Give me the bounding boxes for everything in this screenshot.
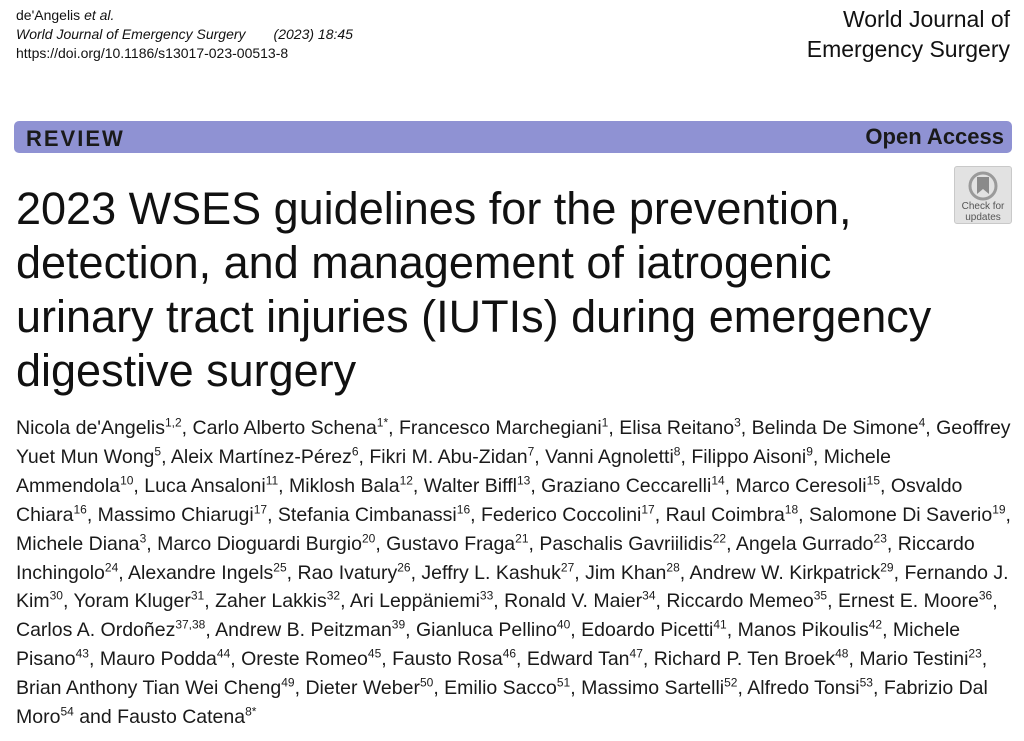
author-name[interactable]: Fernando J. Kim: [16, 561, 1009, 613]
author-name[interactable]: Rao Ivatury: [297, 561, 398, 584]
author-affiliation: 19: [992, 502, 1006, 517]
author-affiliation: 30: [49, 588, 63, 603]
author-name[interactable]: Mauro Podda: [99, 648, 217, 671]
author-entry: [747, 677, 873, 699]
author-affiliation: 50: [419, 675, 434, 690]
author-affiliation: 14: [711, 473, 725, 488]
author-affiliation: 41: [713, 617, 727, 632]
author-affiliation: 3: [734, 415, 741, 430]
author-entry: [666, 590, 827, 612]
author-name[interactable]: Riccardo Memeo: [666, 590, 814, 613]
author-affiliation: 5: [154, 444, 162, 459]
citation-header: [16, 6, 353, 63]
author-name[interactable]: Manos Pikoulis: [737, 619, 869, 642]
author-affiliation: 8*: [245, 704, 257, 719]
author-entry: [241, 648, 381, 670]
check-for-updates-line1: Check for: [961, 201, 1005, 212]
author-affiliation: 49: [281, 675, 295, 690]
author-entry: [539, 533, 726, 555]
author-entry: [278, 504, 470, 526]
journal-brand-line2: Emergency Surgery: [806, 36, 1010, 62]
author-name[interactable]: Michele Ammendola: [16, 445, 891, 497]
author-name[interactable]: Gianluca Pellino: [416, 619, 557, 642]
author-affiliation: 23: [873, 531, 887, 546]
author-affiliation: 20: [361, 531, 376, 546]
author-affiliation: 23: [968, 646, 982, 661]
author-name[interactable]: Fabrizio Dal Moro: [16, 677, 988, 729]
author-entry: [809, 504, 1006, 526]
author-affiliation: 7: [527, 444, 535, 459]
author-name[interactable]: Walter Biffl: [423, 474, 517, 497]
citation-journal: [16, 25, 353, 44]
author-name[interactable]: Osvaldo Chiara: [16, 474, 963, 526]
author-name[interactable]: Raul Coimbra: [665, 503, 785, 526]
author-entry: [416, 619, 570, 641]
author-name[interactable]: Miklosh Bala: [289, 474, 400, 497]
author-affiliation: 43: [75, 646, 89, 661]
author-name[interactable]: Brian Anthony Tian Wei Cheng: [16, 677, 282, 700]
author-name[interactable]: Graziano Ceccarelli: [541, 474, 712, 497]
author-name[interactable]: Jim Khan: [585, 561, 667, 584]
author-name[interactable]: Andrew W. Kirkpatrick: [689, 561, 881, 584]
author-affiliation: 25: [273, 560, 287, 575]
author-name[interactable]: Francesco Marchegiani: [398, 417, 602, 439]
author-affiliation: 15: [866, 473, 880, 488]
author-affiliation: 17: [641, 502, 655, 517]
author-affiliation: 26: [397, 560, 411, 575]
author-affiliation: 42: [868, 617, 883, 632]
author-entry: [305, 677, 433, 699]
author-name[interactable]: Ari Leppäniemi: [349, 590, 480, 613]
author-name[interactable]: Dieter Weber: [305, 677, 420, 700]
author-name[interactable]: Stefania Cimbanassi: [277, 503, 457, 526]
author-affiliation: 9: [806, 444, 813, 459]
author-name[interactable]: Jeffry L. Kashuk: [421, 561, 561, 584]
author-entry: [350, 590, 493, 612]
author-name[interactable]: Federico Coccolini: [480, 503, 642, 526]
author-name[interactable]: Richard P. Ten Broek: [653, 648, 836, 671]
author-affiliation: 32: [326, 588, 341, 603]
author-entry: [16, 677, 295, 699]
author-name[interactable]: Paschalis Gavriilidis: [539, 532, 713, 555]
citation-doi-link[interactable]: https://doi.org/10.1186/s13017-023-00513-8: [16, 45, 289, 61]
author-entry: [193, 417, 389, 439]
author-name[interactable]: Marco Dioguardi Burgio: [157, 532, 362, 555]
author-affiliation: 33: [479, 588, 494, 603]
author-affiliation: 17: [253, 502, 268, 517]
author-entry: [838, 590, 992, 612]
author-entry: [736, 533, 887, 555]
author-entry: [545, 446, 680, 468]
author-entry: [481, 504, 655, 526]
journal-brand-line1: World Journal of: [842, 6, 1010, 32]
author-affiliation: 1*: [376, 415, 389, 430]
author-entry: [541, 475, 725, 497]
author-list: Nicola de'Angelis$^{1,2}$, Carlo Alberto Schena$^{1*}$, Francesco Marchegiani$^1$, Elisa Reitano$^3$, Belinda De Simone$^4$, Geoffrey Yuet Mun Wong$^5$, Aleix Martínez-Pérez$^6$, Fikri M. Abu-Zidan$^7$, Vanni Agnoletti$^8$, Filippo Aisoni$^9$, Michele Ammendola$^{10}$, Luca Ansaloni$^{11}$, Miklosh Bala$^{12}$, Walter Biffl$^{13}$, Graziano Ceccarelli$^{14}$, Marco Ceresoli$^{15}$, Osvaldo Chiara$^{16}$, Massimo Chiarugi$^{17}$, Stefania Cimbanassi$^{16}$, Federico Coccolini$^{17}$, Raul Coimbra$^{18}$, Salomone Di Saverio$^{19}$, Michele Diana$^3$, Marco Dioguardi Burgio$^{20}$, Gustavo Fraga$^{21}$, Paschalis Gavriilidis$^{22}$, Angela Gurrado$^{23}$, Riccardo Inchingolo$^{24}$, Alexandre Ingels$^{25}$, Rao Ivatury$^{26}$, Jeffry L. Kashuk$^{27}$, Jim Khan$^{28}$, Andrew W. Kirkpatrick$^{29}$, Fernando J. Kim$^{30}$, Yoram Kluger$^{31}$, Zaher Lakkis$^{32}$, Ari Leppäniemi$^{33}$, Ronald V. Maier$^{34}$, Riccardo Memeo$^{35}$, Ernest E. Moore$^{36}$, Carlos A. Ordoñez$^{37,38}$, Andrew B. Peitzman$^{39}$, Gianluca Pellino$^{40}$, Edoardo Picetti$^{41}$, Manos Pikoulis$^{42}$, Michele Pisano$^{43}$, Mauro Podda$^{44}$, Oreste Romeo$^{45}$, Fausto Rosa$^{46}$, Edward Tan$^{47}$, Richard P. Ten Broek$^{48}$, Mario Testini$^{23}$, Brian Anthony Tian Wei Cheng$^{49}$, Dieter Weber$^{50}$, Emilio Sacco$^{51}$, Massimo Sartelli$^{52}$, Alfredo Tonsi$^{53}$, Fabrizio Dal Moro$^{54}$ and Fausto Catena$^{8*}$: [16, 415, 1011, 729]
author-entry: [73, 590, 204, 612]
author-affiliation: 39: [391, 617, 406, 632]
author-entry: [215, 619, 405, 641]
author-affiliation: 1,2: [164, 415, 182, 430]
author-affiliation: 31: [190, 588, 205, 603]
author-name[interactable]: Vanni Agnoletti: [545, 445, 674, 468]
author-entry: [144, 475, 278, 497]
author-entry: [128, 562, 287, 584]
citation-author: [16, 6, 353, 25]
article-title: 2023 WSES guidelines for the prevention, detection, and management of iatrogenic urinary tract injuries (IUTIs) during emergency digestive surgery: [16, 183, 932, 396]
author-affiliation: 27: [560, 560, 575, 575]
author-name[interactable]: Massimo Chiarugi: [97, 503, 254, 526]
author-affiliation: 53: [859, 675, 873, 690]
author-name[interactable]: Emilio Sacco: [444, 677, 557, 700]
author-entry: [157, 533, 375, 555]
author-affiliation: 54: [60, 704, 74, 719]
check-for-updates-line2: updates: [965, 212, 1001, 223]
author-entry: [100, 648, 230, 670]
author-name[interactable]: Elisa Reitano: [619, 417, 735, 439]
author-name[interactable]: Carlo Alberto Schena: [192, 417, 377, 439]
author-name[interactable]: Fausto Catena: [117, 706, 246, 729]
citation-author-name: de'Angelis: [16, 7, 81, 23]
author-affiliation: 24: [104, 560, 119, 575]
author-entry: [736, 475, 880, 497]
author-entry: [619, 417, 741, 439]
journal-brand: [807, 4, 1010, 64]
citation-et-al: et al.: [84, 7, 115, 23]
author-entry: [215, 590, 340, 612]
article-type-band: [14, 121, 1012, 153]
author-entry: [581, 677, 737, 699]
author-affiliation: 29: [880, 560, 894, 575]
author-name[interactable]: Aleix Martínez-Pérez: [170, 445, 352, 468]
author-affiliation: 3: [139, 531, 147, 546]
author-name[interactable]: Salomone Di Saverio: [809, 503, 993, 526]
author-entry: [666, 504, 799, 526]
article-type-label: REVIEW: [26, 126, 125, 151]
author-entry: [386, 533, 528, 555]
author-affiliation: 36: [978, 588, 993, 603]
author-entry: [444, 677, 570, 699]
author-entry: [289, 475, 413, 497]
author-entry: [117, 706, 256, 728]
author-affiliation: 11: [265, 473, 279, 488]
author-entry: [424, 475, 531, 497]
author-affiliation: 52: [724, 675, 738, 690]
author-affiliation: 8: [673, 444, 681, 459]
author-entry: [421, 562, 574, 584]
author-name[interactable]: Ernest E. Moore: [837, 590, 979, 613]
citation-journal-name: World Journal of Emergency Surgery: [16, 26, 246, 42]
author-entry: [752, 417, 926, 439]
author-name[interactable]: Fausto Rosa: [392, 648, 503, 671]
author-affiliation: 1: [601, 415, 609, 430]
author-name[interactable]: Michele Diana: [16, 532, 140, 555]
author-name[interactable]: Alexandre Ingels: [128, 561, 274, 584]
author-entry: [98, 504, 267, 526]
author-affiliation: 21: [515, 531, 529, 546]
author-affiliation: 46: [502, 646, 517, 661]
author-entry: [171, 446, 359, 468]
author-entry: [16, 533, 146, 555]
author-affiliation: 18: [784, 502, 799, 517]
author-name[interactable]: Michele Pisano: [16, 619, 961, 671]
author-entry: [581, 619, 727, 641]
author-name[interactable]: Carlos A. Ordoñez: [16, 619, 176, 642]
author-affiliation: 44: [216, 646, 231, 661]
author-affiliation: 12: [399, 473, 413, 488]
author-name[interactable]: Edward Tan: [526, 648, 630, 671]
author-name[interactable]: Fikri M. Abu-Zidan: [369, 445, 528, 468]
open-access-label: Open Access: [865, 124, 1004, 149]
author-entry: [690, 562, 894, 584]
author-affiliation: 10: [120, 473, 134, 488]
author-affiliation: 13: [516, 473, 531, 488]
author-affiliation: 51: [556, 675, 571, 690]
author-name[interactable]: Riccardo Inchingolo: [16, 532, 975, 584]
author-affiliation: 40: [556, 617, 571, 632]
author-affiliation: 4: [918, 415, 926, 430]
author-entry: [504, 590, 655, 612]
author-affiliation: 22: [712, 531, 727, 546]
author-affiliation: 37,38: [175, 617, 206, 632]
author-name[interactable]: Yoram Kluger: [73, 590, 191, 613]
author-entry: [585, 562, 680, 584]
citation-year-volume: (2023) 18:45: [273, 26, 353, 42]
check-for-updates-badge[interactable]: [954, 166, 1012, 224]
author-name[interactable]: Angela Gurrado: [735, 532, 874, 555]
author-name[interactable]: Andrew B. Peitzman: [215, 619, 392, 642]
author-name[interactable]: Ronald V. Maier: [504, 590, 643, 613]
author-name[interactable]: Gustavo Fraga: [386, 532, 516, 555]
author-name[interactable]: Nicola de'Angelis: [16, 417, 165, 439]
author-affiliation: 16: [456, 502, 471, 517]
check-for-updates-icon: [967, 171, 999, 201]
author-name[interactable]: Edoardo Picetti: [581, 619, 714, 642]
author-name[interactable]: Filippo Aisoni: [691, 445, 807, 468]
author-name[interactable]: Belinda De Simone: [751, 417, 919, 439]
author-name[interactable]: Massimo Sartelli: [581, 677, 725, 700]
author-affiliation: 6: [351, 444, 359, 459]
author-entry: [738, 619, 883, 641]
author-affiliation: 48: [835, 646, 849, 661]
author-entry: [16, 417, 182, 439]
author-affiliation: 16: [73, 502, 87, 517]
author-name[interactable]: Luca Ansaloni: [144, 474, 266, 497]
author-name[interactable]: Alfredo Tonsi: [747, 677, 860, 700]
author-affiliation: 28: [666, 560, 680, 575]
author-affiliation: 35: [813, 588, 828, 603]
author-entry: [399, 417, 608, 439]
author-affiliation: 45: [367, 646, 382, 661]
author-entry: [298, 562, 411, 584]
author-affiliation: 47: [629, 646, 643, 661]
author-affiliation: 34: [642, 588, 656, 603]
author-entry: [859, 648, 981, 670]
author-entry: [392, 648, 516, 670]
author-entry: [527, 648, 643, 670]
author-entry: [654, 648, 849, 670]
author-name[interactable]: Mario Testini: [859, 648, 969, 671]
author-entry: [691, 446, 813, 468]
author-name[interactable]: Oreste Romeo: [241, 648, 368, 671]
author-entry: [369, 446, 534, 468]
author-entry: [16, 619, 205, 641]
author-name[interactable]: Geoffrey Yuet Mun Wong: [16, 417, 1011, 468]
author-name[interactable]: Marco Ceresoli: [735, 474, 867, 497]
author-name[interactable]: Zaher Lakkis: [215, 590, 327, 613]
